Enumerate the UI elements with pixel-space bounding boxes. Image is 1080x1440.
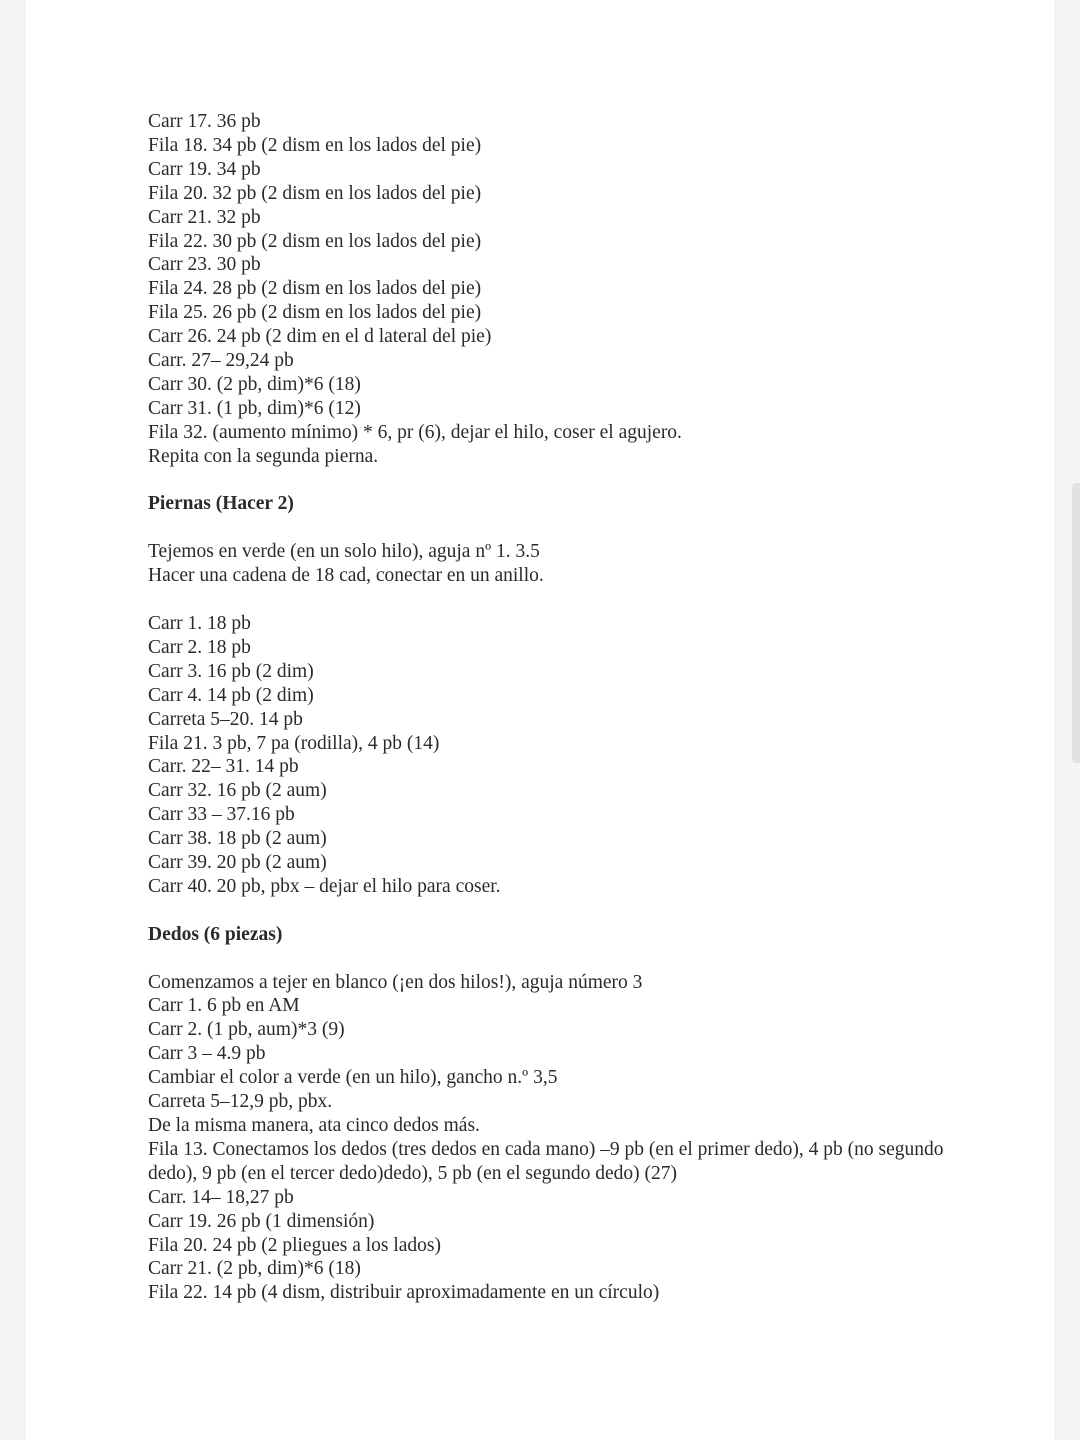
text-line: Carr 31. (1 pb, dim)*6 (12) (148, 397, 361, 419)
scrollbar-thumb[interactable] (1072, 483, 1080, 763)
text-line: Fila 21. 3 pb, 7 pa (rodilla), 4 pb (14) (148, 732, 440, 754)
text-line: Carr 32. 16 pb (2 aum) (148, 780, 327, 802)
document-page (26, 0, 1054, 1440)
text-line: Carr 3 – 4.9 pb (148, 1043, 266, 1065)
text-line: Carr 26. 24 pb (2 dim en el d lateral del pie) (148, 326, 492, 348)
text-line: Cambiar el color a verde (en un hilo), gancho n.º 3,5 (148, 1067, 558, 1089)
section-heading-piernas: Piernas (Hacer 2) (148, 493, 294, 515)
text-line: Carr 3. 16 pb (2 dim) (148, 660, 314, 682)
text-line: Carr 2. 18 pb (148, 636, 251, 658)
text-line: Fila 22. 14 pb (4 dism, distribuir aproximadamente en un círculo) (148, 1282, 660, 1304)
text-line: Carr 33 – 37.16 pb (148, 804, 295, 826)
text-line: Fila 18. 34 pb (2 dism en los lados del pie) (148, 134, 482, 156)
text-line: Carr 4. 14 pb (2 dim) (148, 684, 314, 706)
text-line: Fila 24. 28 pb (2 dism en los lados del pie) (148, 278, 482, 300)
text-line: Carr 17. 36 pb (148, 111, 261, 132)
text-line: Carreta 5–20. 14 pb (148, 708, 303, 730)
text-line: Carr 40. 20 pb, pbx – dejar el hilo para coser. (148, 875, 501, 897)
text-line: Carr 21. (2 pb, dim)*6 (18) (148, 1258, 361, 1280)
text-line: Hacer una cadena de 18 cad, conectar en un anillo. (148, 565, 544, 587)
text-line: Carr 30. (2 pb, dim)*6 (18) (148, 373, 361, 395)
text-line: Carr. 22– 31. 14 pb (148, 756, 299, 778)
text-line: Carr 19. 34 pb (148, 158, 261, 180)
text-line: Fila 13. Conectamos los dedos (tres dedos en cada mano) –9 pb (en el primer dedo), 4 pb (no segundo dedo), 9 pb (en el tercer dedo)dedo), 5 pb (en el segundo dedo) (27) (148, 1138, 944, 1184)
text-line: Carreta 5–12,9 pb, pbx. (148, 1091, 333, 1113)
text-line: Carr 1. 6 pb en AM (148, 995, 300, 1017)
text-line: Fila 25. 26 pb (2 dism en los lados del pie) (148, 302, 482, 324)
text-line: Carr 39. 20 pb (2 aum) (148, 852, 327, 874)
spacer (148, 588, 948, 612)
spacer (148, 947, 948, 971)
text-line: De la misma manera, ata cinco dedos más. (148, 1114, 480, 1136)
text-line: Carr 1. 18 pb (148, 612, 251, 634)
spacer (148, 516, 948, 540)
text-line: Carr 21. 32 pb (148, 206, 261, 228)
text-line: Tejemos en verde (en un solo hilo), aguja nº 1. 3.5 (148, 541, 540, 563)
text-line: Repita con la segunda pierna. (148, 445, 379, 467)
document-content (148, 110, 948, 1305)
text-line: Carr. 27– 29,24 pb (148, 350, 294, 372)
spacer (148, 899, 948, 923)
text-line: Carr 23. 30 pb (148, 254, 261, 276)
text-line: Fila 22. 30 pb (2 dism en los lados del pie) (148, 230, 482, 252)
section-heading-dedos: Dedos (6 piezas) (148, 923, 283, 945)
text-line: Fila 20. 24 pb (2 pliegues a los lados) (148, 1234, 442, 1256)
text-line: Carr 2. (1 pb, aum)*3 (9) (148, 1019, 345, 1041)
text-line: Comenzamos a tejer en blanco (¡en dos hilos!), aguja número 3 (148, 971, 643, 993)
text-line: Fila 20. 32 pb (2 dism en los lados del pie) (148, 182, 482, 204)
text-line: Fila 32. (aumento mínimo) * 6, pr (6), dejar el hilo, coser el agujero. (148, 421, 682, 443)
text-line: Carr. 14– 18,27 pb (148, 1186, 294, 1208)
text-line: Carr 19. 26 pb (1 dimensión) (148, 1210, 375, 1232)
text-line: Carr 38. 18 pb (2 aum) (148, 828, 327, 850)
spacer (148, 469, 948, 493)
